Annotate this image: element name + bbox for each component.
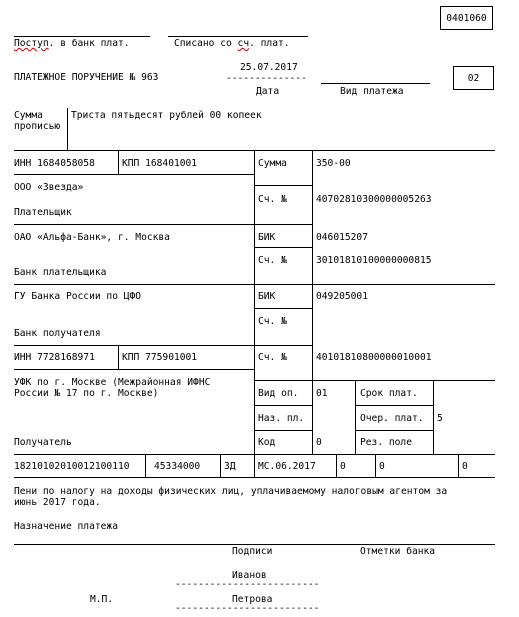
payer-inn: ИНН 1684058058 — [14, 158, 95, 169]
payer-account: 40702810300000005263 — [316, 194, 432, 205]
payee-kpp: КПП 775901001 — [122, 352, 198, 363]
grid-line-sum — [254, 185, 312, 186]
status-box — [453, 66, 494, 90]
grid-line-term — [355, 405, 433, 406]
tax-doc-number: 0 — [340, 461, 346, 472]
status-code: 02 — [467, 72, 480, 84]
tax-basis: ЗД — [224, 461, 236, 472]
grid-line-payee-inn — [14, 369, 254, 370]
payer-label: Плательщик — [14, 207, 72, 218]
payee-corr-label: Сч. № — [258, 316, 287, 327]
sum-value: 350-00 — [316, 158, 351, 169]
amount-words-label-2: прописью — [14, 121, 61, 132]
payer-corr-label: Сч. № — [258, 255, 287, 266]
payee-bik: 049205001 — [316, 291, 368, 302]
payee-name-line2: России № 17 по г. Москве) — [14, 388, 159, 399]
signature-line-2: ------------------------- — [175, 603, 320, 614]
payer-bik-label: БИК — [258, 232, 276, 243]
tax-kbk: 18210102010012100110 — [14, 461, 130, 472]
tax-oktmo: 45334000 — [154, 461, 201, 472]
payer-corr-account: 30101810100000000815 — [316, 255, 432, 266]
tax-div-1 — [145, 454, 146, 477]
tax-div-3 — [254, 454, 255, 477]
payee-inn: ИНН 7728168971 — [14, 352, 95, 363]
tax-vertical-1 — [355, 380, 356, 454]
payee-bik-label: БИК — [258, 291, 276, 302]
payer-kpp: КПП 168401001 — [122, 158, 198, 169]
tax-payment-type: 0 — [462, 461, 468, 472]
order-title: ПЛАТЕЖНОЕ ПОРУЧЕНИЕ № 963 — [14, 72, 159, 83]
written-off-line — [168, 36, 308, 37]
grid-line-bik2 — [254, 308, 312, 309]
payee-name-line1: УФК по г. Москве (Межрайонная ИФНС — [14, 377, 211, 388]
payer-bik: 046015207 — [316, 232, 368, 243]
payee-label: Получатель — [14, 437, 72, 448]
purpose-bottom-line — [14, 544, 495, 545]
tax-doc-date: 0 — [379, 461, 385, 472]
sum-label: Сумма — [258, 158, 287, 169]
code-value: 0 — [316, 437, 322, 448]
tax-period: МС.06.2017 — [258, 461, 316, 472]
date-value: 25.07.2017 — [240, 62, 298, 73]
order-value: 5 — [437, 413, 443, 424]
payer-bank-label: Банк плательщика — [14, 267, 107, 278]
date-label: Дата — [256, 86, 280, 97]
payer-inn-kpp-divider — [118, 150, 119, 174]
written-off-label: Списано со сч. плат. — [174, 38, 290, 49]
stamp-label: М.П. — [90, 594, 114, 605]
grid-line-order — [355, 430, 433, 431]
received-line — [14, 36, 150, 37]
tax-div-4 — [336, 454, 337, 477]
right-vertical — [312, 150, 313, 454]
payment-type-label: Вид платежа — [340, 86, 404, 97]
payee-bank-name: ГУ Банка России по ЦФО — [14, 291, 142, 302]
reserve-label: Рез. поле — [360, 437, 412, 448]
grid-line-payer — [14, 224, 254, 225]
signer-2: Петрова — [232, 594, 273, 605]
op-type-label: Вид оп. — [258, 388, 299, 399]
payee-inn-kpp-divider — [118, 345, 119, 369]
order-label: Очер. плат. — [360, 413, 424, 424]
form-code-text: 0401060 — [446, 12, 487, 24]
purpose-line-1: Пени по налогу на доходы физических лиц, уплачиваемому налоговым агентом за — [14, 486, 448, 497]
main-vertical — [254, 150, 255, 454]
purpose-label: Назначение платежа — [14, 521, 118, 532]
form-code — [440, 6, 493, 30]
payee-account-label: Сч. № — [258, 352, 287, 363]
payment-type-line — [321, 83, 430, 84]
grid-line-tax — [14, 477, 495, 478]
term-label: Срок плат. — [360, 388, 418, 399]
payee-bank-label: Банк получателя — [14, 328, 101, 339]
grid-line-acc1 — [254, 224, 312, 225]
code-label: Код — [258, 437, 276, 448]
amount-divider — [67, 108, 68, 150]
purpose-code-label: Наз. пл. — [258, 413, 305, 424]
grid-line-bik1 — [254, 247, 312, 248]
received-label: Поступ. в банк плат. — [14, 38, 130, 49]
purpose-line-2: июнь 2017 года. — [14, 497, 101, 508]
signatures-label: Подписи — [232, 546, 273, 557]
grid-line-opcode — [254, 405, 312, 406]
op-type-value: 01 — [316, 388, 328, 399]
bank-marks-label: Отметки банка — [360, 546, 436, 557]
grid-line-purpose-code — [254, 430, 312, 431]
tax-div-5 — [375, 454, 376, 477]
signer-1: Иванов — [232, 570, 267, 581]
payer-account-label: Сч. № — [258, 194, 287, 205]
payee-account: 40101810800000010001 — [316, 352, 432, 363]
payer-name: ООО «Звезда» — [14, 182, 84, 193]
grid-line-payer-inn — [14, 174, 254, 175]
tax-vertical-2 — [433, 380, 434, 454]
amount-words-label-1: Сумма — [14, 110, 43, 121]
amount-words: Триста пятьдесят рублей 00 копеек — [71, 110, 262, 121]
signature-line-1: ------------------------- — [175, 579, 320, 590]
tax-div-2 — [220, 454, 221, 477]
payer-bank-name: ОАО «Альфа-Банк», г. Москва — [14, 232, 170, 243]
date-dashes: -------------- — [226, 73, 307, 84]
grid-line-acc3 — [254, 380, 495, 381]
grid-line-payee-bank — [14, 345, 312, 346]
tax-div-6 — [458, 454, 459, 477]
